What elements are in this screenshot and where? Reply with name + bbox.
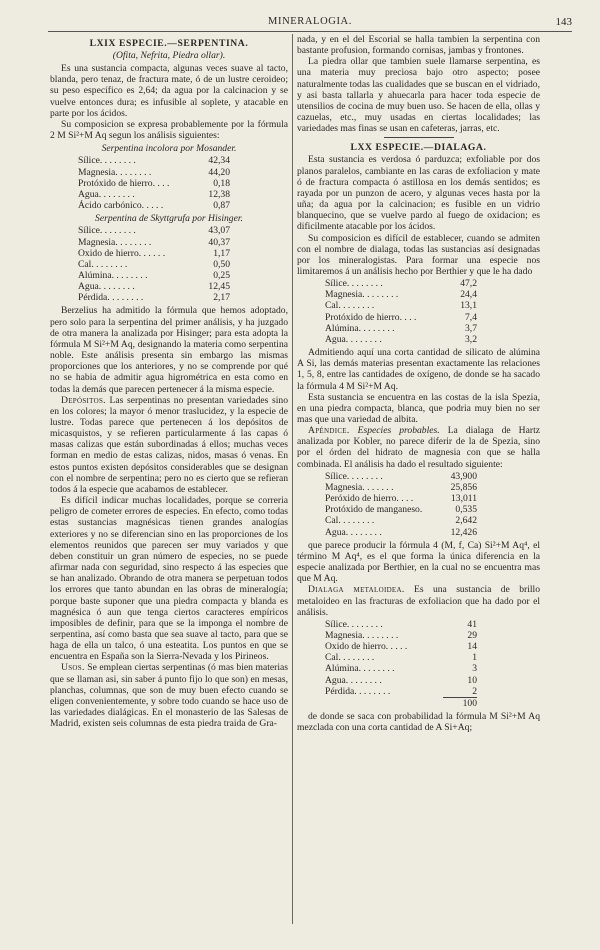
paragraph: Esta sustancia es verdosa ó parduzca; exfoliable por dos planos paralelos, cambiante en las caras de exfoliacion y mate ó de fractura compacta ó astillosa en los demás sentidos; es rayada por un punzon de acero, y algunas veces hasta por la uña; da agua por la calcinacion; es fusible en un vidrio blanquecino, que se vuelve pardo al fuego de oxidacion; es dificilmente atacable por los ácidos. bbox=[297, 154, 540, 233]
composition-table bbox=[78, 225, 230, 303]
row-value: 0,87 bbox=[213, 200, 230, 212]
table-row bbox=[78, 200, 230, 211]
row-label: Agua. . . . . . . . bbox=[325, 674, 382, 686]
paragraph: Su composicion es difícil de establecer, cuando se admiten con el nombre de dialaga, todas las sustancias así designadas por los mineralogistas. Para formar una especie nos limitaremos á un análisis hecho por Berthier y que le ha dado bbox=[297, 232, 540, 277]
row-label: Peróxido de hierro. . . . bbox=[325, 493, 414, 505]
row-value: 1,17 bbox=[213, 247, 230, 259]
table-row bbox=[78, 248, 230, 259]
table-row bbox=[325, 323, 477, 334]
run-in-heading: Usos. bbox=[61, 662, 85, 674]
row-value: 43,07 bbox=[208, 225, 230, 237]
table-row bbox=[325, 652, 477, 663]
row-value: 3 bbox=[472, 663, 477, 675]
table-row bbox=[78, 178, 230, 189]
row-value: 41 bbox=[467, 618, 477, 630]
column-divider bbox=[292, 34, 293, 924]
row-value: 24,4 bbox=[460, 289, 477, 301]
table-row bbox=[325, 675, 477, 686]
row-label: Magnesia. . . . . . . . bbox=[325, 629, 399, 641]
table-caption: Serpentina incolora por Mosander. bbox=[101, 143, 237, 155]
run-in-heading: Depósitos. bbox=[61, 394, 106, 406]
row-value: 14 bbox=[467, 641, 477, 653]
composition-table bbox=[325, 278, 477, 345]
row-label: Sílice. . . . . . . . bbox=[78, 155, 136, 167]
row-label: Cal. . . . . . . . bbox=[325, 652, 375, 664]
header-rule bbox=[48, 31, 572, 32]
row-label: Protóxido de hierro. . . . bbox=[325, 311, 417, 323]
paragraph bbox=[297, 584, 540, 617]
synonyms: (Ofita, Nefrita, Piedra ollar). bbox=[112, 50, 226, 61]
row-value: 0,50 bbox=[213, 258, 230, 270]
row-label: Alúmina. . . . . . . . bbox=[325, 322, 395, 334]
row-label: Protóxido de hierro. . . . bbox=[78, 177, 170, 189]
paragraph bbox=[50, 395, 288, 495]
row-value: 13,1 bbox=[460, 300, 477, 312]
table-row bbox=[325, 619, 477, 630]
row-value: 12,38 bbox=[208, 188, 230, 200]
table-row bbox=[78, 292, 230, 303]
row-value: 2,17 bbox=[213, 292, 230, 304]
paragraph: Admitiendo aquí una corta cantidad de silicato de alúmina A Si, las demás materias presentan exactamente las relaciones 1, 5, 8, entre las cantidades de oxígeno, de donde se ha sacado la fórmula 4 M Si²+M Aq. bbox=[297, 347, 540, 392]
row-value: 29 bbox=[467, 629, 477, 641]
row-value: 2,642 bbox=[455, 515, 477, 527]
row-value: 3,7 bbox=[465, 322, 477, 334]
row-label: Cal. . . . . . . . bbox=[325, 300, 375, 312]
row-label: Pérdida. . . . . . . . bbox=[78, 292, 144, 304]
table-row bbox=[78, 155, 230, 166]
row-label: Oxido de hierro. . . . . bbox=[325, 641, 408, 653]
running-title: MINERALOGIA. bbox=[268, 16, 352, 27]
row-label: Alúmina. . . . . . . . bbox=[78, 269, 148, 281]
section-heading-dialaga: LXX ESPECIE.—DIALAGA. bbox=[350, 142, 487, 154]
run-in-heading: Dialaga metaloidea. bbox=[308, 584, 405, 596]
row-label: Agua. . . . . . . . bbox=[325, 333, 382, 345]
table-row bbox=[325, 686, 477, 698]
row-label: Sílice. . . . . . . . bbox=[325, 278, 383, 290]
row-label: Pérdida. . . . . . . . bbox=[325, 686, 391, 697]
left-column bbox=[50, 34, 288, 729]
table-row bbox=[325, 527, 477, 538]
row-label: Sílice. . . . . . . . bbox=[325, 618, 383, 630]
paragraph-text: La dialaga de Hartz analizada por Kobler, no parece diferir de la de Spezia, sino por el órden del hidrato de magnesia con que se halla combinada. El análisis ha dado el resultado siguiente: bbox=[297, 425, 540, 470]
section-rule bbox=[384, 137, 454, 138]
paragraph: nada, y en el del Escorial se halla tambien la serpentina con bastante profusion, formando cornisas, jambas y frontones. bbox=[297, 34, 540, 57]
table-row bbox=[325, 289, 477, 300]
paragraph bbox=[50, 662, 288, 729]
row-value: 43,900 bbox=[450, 470, 477, 482]
table-row bbox=[325, 471, 477, 482]
page-header bbox=[48, 16, 572, 30]
table-row bbox=[78, 189, 230, 200]
row-value: 12,45 bbox=[208, 281, 230, 293]
composition-table bbox=[78, 155, 230, 211]
row-label: Oxido de hierro. . . . . . bbox=[78, 247, 166, 259]
row-value: 13,011 bbox=[450, 493, 477, 505]
row-label: Cal. . . . . . . . bbox=[78, 258, 128, 270]
row-value: 25,856 bbox=[450, 481, 477, 493]
paragraph: La piedra ollar que tambien suele llamarse serpentina, es una materia muy preciosa bajo otro aspecto; posee naturalmente todas las cualidades que se buscan en el vidriado, y asi basta tallarla y ahuecarla para hacer toda especie de utensilios de cocina de muy buen uso. Se hacen de ella, ollas y cazuelas, etc., muy usadas en ciertas localidades; las variedades mas finas se usan en cafeteras, jarras, etc. bbox=[297, 56, 540, 135]
paragraph: que parece producir la fórmula 4 (M, f, Ca) Si²+M Aq⁴, el término M Aq⁴, es el que forma la única diferencia en la especie analizada por Berthier, en la cual no se encuentra mas que M Aq. bbox=[297, 539, 540, 585]
row-label: Alúmina. . . . . . . . bbox=[325, 663, 395, 675]
table-row bbox=[78, 225, 230, 236]
run-in-subheading: Especies probables. bbox=[349, 425, 440, 437]
row-label: Magnesia. . . . . . . . bbox=[325, 289, 399, 301]
paragraph: Es difícil indicar muchas localidades, porque se correria peligro de cometer errores de especies. En efecto, como todas estas sustancias magnésicas tienen grandes analogías exteriores y no se diferencian sino en las proporciones de los elementos reunidos que parecen ser muy variados y que deben constituir un gran número de especies, no se puede afirmar nada con seguridad, sino respecto á las especies que se han analizado. Obrando de otra manera se perpetuan todos los errores que tanto abundan en las obras de mineralogía; porque baste suponer que una piedra compacta y blanda es magnésica ó aun que tenga ciertos caracteres empíricos imposibles de definir, para que se la imponga el nombre de serpentina, así como basta que sea suave al tacto, para que se haga de ella un talco, ó una esteatita. Los puntos en que se encuentra en España son la Sierra-Nevada y los Pirineos. bbox=[50, 495, 288, 663]
paragraph: Su composicion se expresa probablemente por la fórmula 2 M Si²+M Aq segun los análisis siguientes: bbox=[50, 118, 288, 142]
paragraph bbox=[297, 425, 540, 470]
table-row bbox=[325, 300, 477, 311]
row-label: Ácido carbónico. . . . . bbox=[78, 200, 164, 212]
table-row bbox=[325, 278, 477, 289]
paragraph-text: Las serpentinas no presentan variedades sino en los colores; la mayor ó menor traslucidez, y la especie de lustre. Todas parece que pertenecen á los depósitos de micasquistos, y se refieren particularmente á las capas ó masas calizas que están subordinadas á ellos; muchas veces forman en medio de estas calizas, nidos, masas ó venas. En estos puntos existen depósitos considerables que se designan con el nombre de serpentina; pero no es cierto que se refieran todos á la especie que acabamos de establecer. bbox=[50, 394, 288, 495]
table-row bbox=[325, 493, 477, 504]
table-row bbox=[78, 167, 230, 178]
row-value: 2 bbox=[472, 685, 477, 697]
row-label: Magnesia. . . . . . . bbox=[325, 481, 394, 493]
row-value: 3,2 bbox=[465, 333, 477, 345]
composition-table bbox=[325, 471, 477, 538]
row-label: Cal. . . . . . . . bbox=[325, 515, 375, 527]
section-heading-serpentina: LXIX ESPECIE.—SERPENTINA. bbox=[89, 38, 249, 49]
paragraph: Esta sustancia se encuentra en las costas de la isla Spezia, en una piedra compacta, blanca, que podria muy bien no ser mas que una variedad de albita. bbox=[297, 391, 540, 425]
row-value: 10 bbox=[467, 674, 477, 686]
run-in-heading: Apéndice. bbox=[308, 425, 350, 437]
table-row bbox=[325, 334, 477, 345]
table-row bbox=[78, 270, 230, 281]
row-label: Agua. . . . . . . . bbox=[325, 526, 382, 538]
table-row bbox=[325, 482, 477, 493]
composition-table bbox=[325, 619, 477, 709]
paragraph-text: Se emplean ciertas serpentinas (ó mas bien materias que se llaman asi, sin saber á punto fijo lo que son) en mesas, planchas, columnas, que son de muy buen efecto cuando se eligen convenientemente, y sobre todo cuando se hace uso de las variedades dialágicas. En el monasterio de las Salesas de Madrid, existen seis columnas de esta piedra traida de Gra- bbox=[50, 662, 288, 730]
row-label: Magnesia. . . . . . . . bbox=[78, 236, 152, 248]
table-total-row bbox=[325, 697, 477, 709]
row-label: Agua. . . . . . . . bbox=[78, 281, 135, 293]
row-label: Protóxido de manganeso. bbox=[325, 504, 423, 516]
row-label: Magnesia. . . . . . . . bbox=[78, 166, 152, 178]
row-label bbox=[325, 697, 443, 709]
table-row bbox=[325, 504, 477, 515]
row-label: Sílice. . . . . . . . bbox=[78, 225, 136, 237]
row-value: 0,25 bbox=[213, 269, 230, 281]
row-value: 44,20 bbox=[208, 166, 230, 178]
row-label: Agua. . . . . . . . bbox=[78, 188, 135, 200]
table-row bbox=[78, 281, 230, 292]
row-total: 100 bbox=[443, 697, 477, 709]
row-value: 12,426 bbox=[450, 526, 477, 538]
row-value: 42,34 bbox=[208, 155, 230, 167]
table-row bbox=[325, 312, 477, 323]
paragraph: de donde se saca con probabilidad la fórmula M Si²+M Aq mezclada con una corta cantidad de A Si+Aq; bbox=[297, 711, 540, 734]
table-row bbox=[325, 641, 477, 652]
table-row bbox=[78, 259, 230, 270]
table-row bbox=[325, 515, 477, 526]
row-value: 0,18 bbox=[213, 177, 230, 189]
row-value: 1 bbox=[472, 652, 477, 664]
paragraph: Es una sustancia compacta, algunas veces suave al tacto, blanda, pero tenaz, de fractura mate, ó de un lustre ceroideo; su peso específico es 2,64; da agua por la calcinacion y se vuelve entonces dura; es infusible al soplete, y atacable en parte por los ácidos. bbox=[50, 63, 288, 119]
row-value: 40,37 bbox=[208, 236, 230, 248]
page-number: 143 bbox=[555, 16, 572, 28]
table-row bbox=[78, 237, 230, 248]
row-value: 47,2 bbox=[460, 278, 477, 290]
row-label: Sílice. . . . . . . . bbox=[325, 470, 383, 482]
table-row bbox=[325, 630, 477, 641]
row-value: 0,535 bbox=[455, 504, 477, 516]
paragraph: Berzelius ha admitido la fórmula que hemos adoptado, pero solo para la serpentina del primer análisis, y ha juzgado de otra manera la analizada por Hisinger; para esta adopta la fórmula M Si²+M Aq, designando la materia como serpentina noble. Este análisis presenta sin embargo las mismas proporciones que los anteriores, y no se comprende por qué no se habia de admitir agua higrométrica en esta como en todas la demás que parecen pertenecer á la misma especie. bbox=[50, 305, 288, 395]
row-value: 7,4 bbox=[465, 311, 477, 323]
right-column bbox=[297, 34, 540, 733]
table-row bbox=[325, 663, 477, 674]
table-caption: Serpentina de Skyttgrufa por Hisinger. bbox=[95, 213, 243, 225]
paragraph-text: Es una sustancia de brillo metaloideo en las fracturas de exfoliacion que ha dado por el análisis. bbox=[297, 584, 540, 618]
